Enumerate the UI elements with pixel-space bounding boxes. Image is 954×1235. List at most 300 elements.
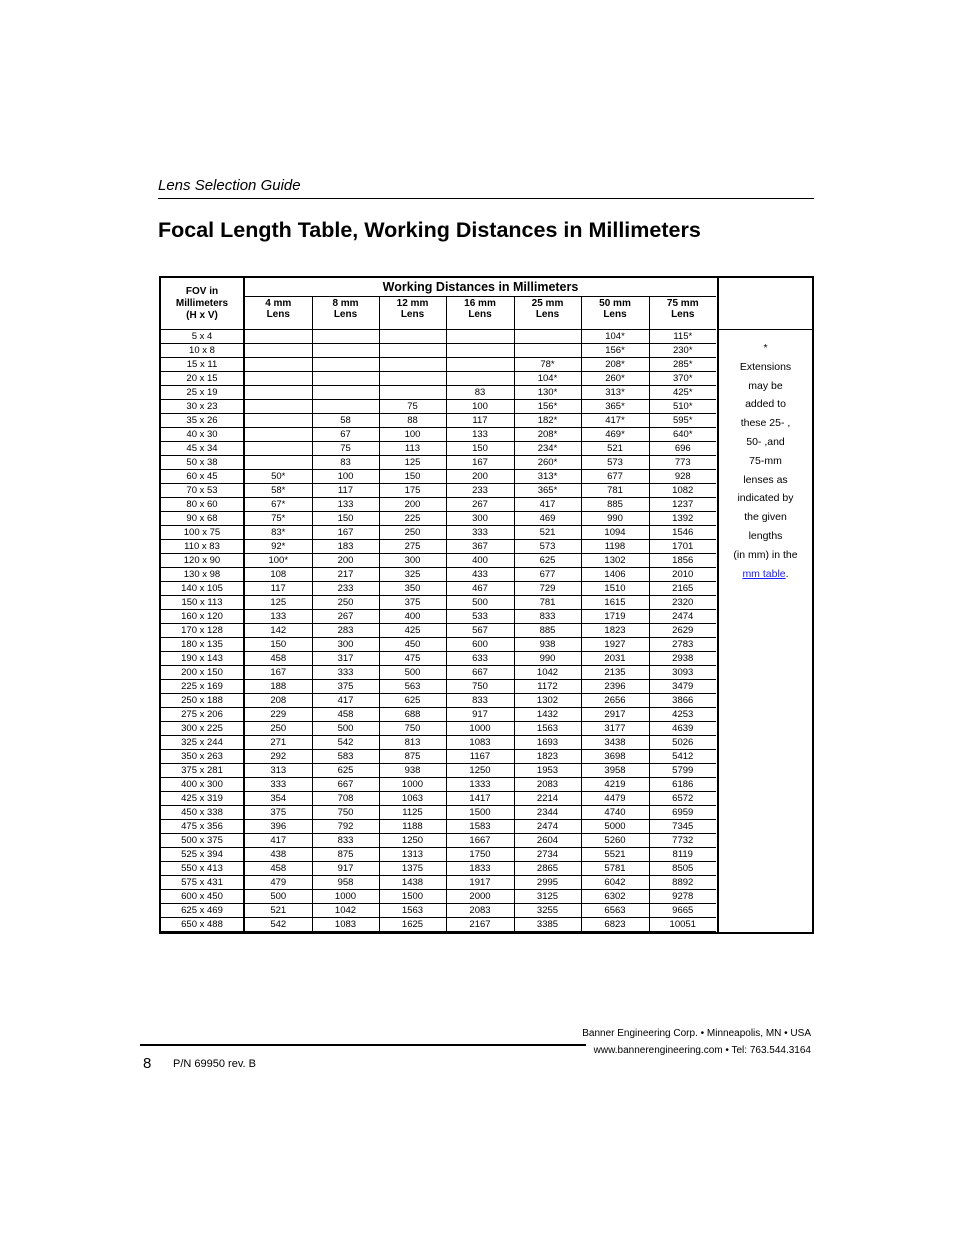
part-number: P/N 69950 rev. B: [173, 1058, 256, 1070]
distance-cell: 75: [312, 442, 379, 456]
lens-column-header: [312, 297, 379, 330]
working-distance-span-header: Working Distances in Millimeters: [244, 278, 716, 297]
distance-cell: 2167: [446, 918, 514, 932]
distance-cell: 229: [244, 708, 312, 722]
distance-cell: 417*: [581, 414, 649, 428]
table-row: [161, 358, 716, 372]
distance-cell: 5026: [649, 736, 716, 750]
distance-cell: 1833: [446, 862, 514, 876]
distance-cell: 3255: [514, 904, 581, 918]
distance-cell: 400: [379, 610, 446, 624]
distance-cell: 275: [379, 540, 446, 554]
distance-cell: 10051: [649, 918, 716, 932]
distance-cell: 4253: [649, 708, 716, 722]
mm-table-link[interactable]: mm table: [742, 567, 786, 580]
distance-cell: 117: [446, 414, 514, 428]
distance-cell: 1823: [581, 624, 649, 638]
distance-cell: 417: [312, 694, 379, 708]
distance-cell: [244, 442, 312, 456]
distance-cell: 133: [244, 610, 312, 624]
distance-cell: 677: [581, 470, 649, 484]
lens-header-line: Lens: [535, 309, 560, 320]
note-line: 50- ,and: [746, 435, 785, 448]
fov-cell: 650 x 488: [161, 918, 244, 932]
fov-cell: 130 x 98: [161, 568, 244, 582]
working-distance-table-block: [159, 276, 814, 934]
table-row: [161, 736, 716, 750]
lens-header-line: 4 mm: [265, 298, 292, 309]
distance-cell: 4219: [581, 778, 649, 792]
distance-cell: 438: [244, 848, 312, 862]
fov-header-line: (H x V): [186, 309, 218, 321]
distance-cell: 396: [244, 820, 312, 834]
fov-cell: 20 x 15: [161, 372, 244, 386]
fov-cell: 160 x 120: [161, 610, 244, 624]
distance-cell: 115*: [649, 330, 716, 344]
distance-cell: 833: [446, 694, 514, 708]
distance-cell: 83: [312, 456, 379, 470]
distance-cell: 117: [244, 582, 312, 596]
distance-cell: 1125: [379, 806, 446, 820]
table-row: [161, 596, 716, 610]
distance-cell: [244, 456, 312, 470]
lens-column-header: [649, 297, 716, 330]
distance-cell: 1438: [379, 876, 446, 890]
fov-cell: 150 x 113: [161, 596, 244, 610]
distance-cell: 233: [446, 484, 514, 498]
distance-cell: 640*: [649, 428, 716, 442]
note-column-header-cell: [719, 278, 812, 330]
distance-cell: 6572: [649, 792, 716, 806]
distance-cell: 3125: [514, 890, 581, 904]
distance-cell: 563: [379, 680, 446, 694]
distance-cell: 1917: [446, 876, 514, 890]
note-line: added to: [745, 398, 786, 411]
distance-cell: 533: [446, 610, 514, 624]
distance-cell: 433: [446, 568, 514, 582]
running-head: Lens Selection Guide: [158, 177, 301, 194]
extensions-note-column: [717, 278, 812, 932]
distance-cell: 88: [379, 414, 446, 428]
distance-cell: 417: [244, 834, 312, 848]
distance-cell: 333: [244, 778, 312, 792]
working-distance-table: [161, 278, 716, 932]
table-row: [161, 862, 716, 876]
fov-cell: 475 x 356: [161, 820, 244, 834]
distance-cell: 100: [379, 428, 446, 442]
distance-cell: 83*: [244, 526, 312, 540]
distance-cell: 3698: [581, 750, 649, 764]
distance-cell: 729: [514, 582, 581, 596]
table-body: [161, 330, 716, 932]
distance-cell: 9665: [649, 904, 716, 918]
table-row: [161, 344, 716, 358]
distance-cell: 567: [446, 624, 514, 638]
fov-cell: 15 x 11: [161, 358, 244, 372]
distance-cell: [379, 344, 446, 358]
distance-cell: 1615: [581, 596, 649, 610]
distance-cell: 573: [514, 540, 581, 554]
fov-cell: 35 x 26: [161, 414, 244, 428]
distance-cell: 92*: [244, 540, 312, 554]
note-line: may be: [748, 379, 783, 392]
distance-cell: 542: [244, 918, 312, 932]
distance-cell: 271: [244, 736, 312, 750]
fov-cell: 250 x 188: [161, 694, 244, 708]
fov-cell: 190 x 143: [161, 652, 244, 666]
distance-cell: 458: [312, 708, 379, 722]
distance-cell: 200: [446, 470, 514, 484]
fov-cell: 30 x 23: [161, 400, 244, 414]
note-line: (in mm) in the: [733, 548, 798, 561]
distance-cell: 688: [379, 708, 446, 722]
distance-cell: 917: [312, 862, 379, 876]
distance-cell: 200: [312, 554, 379, 568]
distance-cell: 2010: [649, 568, 716, 582]
distance-cell: 521: [514, 526, 581, 540]
table-row: [161, 834, 716, 848]
footer-rule: [140, 1044, 586, 1046]
distance-cell: 183: [312, 540, 379, 554]
distance-cell: 7345: [649, 820, 716, 834]
distance-cell: 167: [312, 526, 379, 540]
distance-cell: 1823: [514, 750, 581, 764]
distance-cell: 1250: [379, 834, 446, 848]
table-row: [161, 400, 716, 414]
distance-cell: 2995: [514, 876, 581, 890]
distance-cell: [312, 358, 379, 372]
distance-cell: [379, 386, 446, 400]
distance-cell: 633: [446, 652, 514, 666]
table-row: [161, 414, 716, 428]
fov-cell: 25 x 19: [161, 386, 244, 400]
distance-cell: 370*: [649, 372, 716, 386]
distance-cell: 521: [244, 904, 312, 918]
distance-cell: 2320: [649, 596, 716, 610]
note-line: 75-mm: [749, 454, 782, 467]
table-row: [161, 792, 716, 806]
distance-cell: 156*: [581, 344, 649, 358]
distance-cell: 813: [379, 736, 446, 750]
distance-cell: 208: [244, 694, 312, 708]
distance-cell: [379, 372, 446, 386]
distance-cell: 230*: [649, 344, 716, 358]
distance-cell: 938: [514, 638, 581, 652]
distance-cell: 5260: [581, 834, 649, 848]
fov-cell: 90 x 68: [161, 512, 244, 526]
table-row: [161, 806, 716, 820]
fov-cell: 625 x 469: [161, 904, 244, 918]
page-title: Focal Length Table, Working Distances in Millimeters: [158, 218, 701, 242]
distance-cell: 8119: [649, 848, 716, 862]
distance-cell: 167: [446, 456, 514, 470]
distance-cell: 313*: [514, 470, 581, 484]
lens-column-header: [379, 297, 446, 330]
distance-cell: [514, 344, 581, 358]
distance-cell: 2783: [649, 638, 716, 652]
distance-cell: 234*: [514, 442, 581, 456]
distance-cell: 2656: [581, 694, 649, 708]
table-row: [161, 666, 716, 680]
lens-header-line: Lens: [266, 309, 290, 320]
distance-cell: 5521: [581, 848, 649, 862]
distance-cell: 350: [379, 582, 446, 596]
lens-header-line: Lens: [671, 309, 695, 320]
distance-cell: 928: [649, 470, 716, 484]
table-row: [161, 470, 716, 484]
distance-cell: [379, 330, 446, 344]
note-line: [719, 565, 812, 584]
table-row: [161, 904, 716, 918]
distance-cell: 2083: [446, 904, 514, 918]
company-line: Banner Engineering Corp. • Minneapolis, MN • USA: [582, 1028, 811, 1039]
distance-cell: [446, 330, 514, 344]
distance-cell: 6823: [581, 918, 649, 932]
table-row: [161, 512, 716, 526]
distance-cell: 625: [514, 554, 581, 568]
distance-cell: 781: [514, 596, 581, 610]
distance-cell: 500: [446, 596, 514, 610]
extensions-note: [719, 330, 812, 583]
distance-cell: 50*: [244, 470, 312, 484]
fov-cell: 110 x 83: [161, 540, 244, 554]
distance-cell: 208*: [581, 358, 649, 372]
note-line: the given: [744, 511, 787, 524]
distance-cell: [244, 344, 312, 358]
distance-cell: 958: [312, 876, 379, 890]
distance-cell: 479: [244, 876, 312, 890]
distance-cell: 1750: [446, 848, 514, 862]
table-row: [161, 848, 716, 862]
note-line: lengths: [748, 529, 783, 542]
distance-cell: 6563: [581, 904, 649, 918]
distance-cell: 250: [244, 722, 312, 736]
distance-cell: 938: [379, 764, 446, 778]
note-line: Extensions: [739, 360, 792, 373]
distance-cell: 1563: [379, 904, 446, 918]
distance-cell: 1083: [446, 736, 514, 750]
distance-cell: 300: [312, 638, 379, 652]
distance-cell: 4639: [649, 722, 716, 736]
distance-cell: 1500: [379, 890, 446, 904]
distance-cell: 400: [446, 554, 514, 568]
distance-cell: 100: [312, 470, 379, 484]
distance-cell: 250: [379, 526, 446, 540]
distance-cell: 130*: [514, 386, 581, 400]
page-number: 8: [143, 1055, 152, 1072]
table-row: [161, 442, 716, 456]
distance-cell: 6186: [649, 778, 716, 792]
distance-cell: 667: [446, 666, 514, 680]
distance-cell: 3177: [581, 722, 649, 736]
lens-header-line: 12 mm: [396, 298, 429, 309]
distance-cell: [244, 372, 312, 386]
distance-cell: 3958: [581, 764, 649, 778]
distance-cell: 510*: [649, 400, 716, 414]
distance-cell: 1417: [446, 792, 514, 806]
distance-cell: 521: [581, 442, 649, 456]
distance-cell: 133: [446, 428, 514, 442]
distance-cell: 5799: [649, 764, 716, 778]
fov-cell: 60 x 45: [161, 470, 244, 484]
lens-column-header: [244, 297, 312, 330]
distance-cell: 667: [312, 778, 379, 792]
distance-cell: 2165: [649, 582, 716, 596]
table-row: [161, 638, 716, 652]
table-row: [161, 568, 716, 582]
distance-cell: 750: [379, 722, 446, 736]
distance-cell: 781: [581, 484, 649, 498]
fov-cell: 500 x 375: [161, 834, 244, 848]
table-row: [161, 722, 716, 736]
distance-cell: 500: [244, 890, 312, 904]
distance-cell: 792: [312, 820, 379, 834]
distance-cell: 2917: [581, 708, 649, 722]
distance-cell: [312, 344, 379, 358]
distance-cell: 500: [379, 666, 446, 680]
lens-header-line: Lens: [333, 309, 358, 320]
distance-cell: 750: [446, 680, 514, 694]
distance-cell: 365*: [581, 400, 649, 414]
lens-column-header: [581, 297, 649, 330]
distance-cell: 708: [312, 792, 379, 806]
distance-cell: 142: [244, 624, 312, 638]
distance-cell: 2031: [581, 652, 649, 666]
distance-cell: 375: [379, 596, 446, 610]
distance-cell: [244, 330, 312, 344]
distance-cell: 583: [312, 750, 379, 764]
table-row: [161, 540, 716, 554]
distance-cell: 600: [446, 638, 514, 652]
distance-cell: 1333: [446, 778, 514, 792]
lens-header-line: 8 mm: [332, 298, 359, 309]
fov-cell: 600 x 450: [161, 890, 244, 904]
table-row: [161, 652, 716, 666]
distance-cell: 1375: [379, 862, 446, 876]
table-row: [161, 554, 716, 568]
distance-cell: 2396: [581, 680, 649, 694]
table-row: [161, 484, 716, 498]
note-line: *: [763, 342, 768, 354]
distance-cell: 2474: [514, 820, 581, 834]
fov-cell: 525 x 394: [161, 848, 244, 862]
distance-cell: 217: [312, 568, 379, 582]
fov-cell: 575 x 431: [161, 876, 244, 890]
distance-cell: 8505: [649, 862, 716, 876]
lens-header-line: 16 mm: [464, 298, 496, 309]
table-row: [161, 750, 716, 764]
distance-cell: [244, 428, 312, 442]
lens-header-line: 25 mm: [531, 298, 564, 309]
table-row: [161, 764, 716, 778]
distance-cell: 1167: [446, 750, 514, 764]
fov-cell: 225 x 169: [161, 680, 244, 694]
distance-cell: 3093: [649, 666, 716, 680]
distance-cell: 1082: [649, 484, 716, 498]
distance-cell: 3385: [514, 918, 581, 932]
table-row: [161, 624, 716, 638]
table-row: [161, 778, 716, 792]
distance-cell: 4479: [581, 792, 649, 806]
distance-cell: 1927: [581, 638, 649, 652]
table-row: [161, 330, 716, 344]
distance-cell: 208*: [514, 428, 581, 442]
distance-cell: 458: [244, 652, 312, 666]
distance-cell: 1302: [514, 694, 581, 708]
note-period: .: [785, 567, 789, 580]
fov-cell: 375 x 281: [161, 764, 244, 778]
lens-header-row: [161, 297, 716, 330]
lens-header-line: 75 mm: [666, 298, 699, 309]
distance-cell: [514, 330, 581, 344]
distance-cell: 3866: [649, 694, 716, 708]
distance-cell: 875: [379, 750, 446, 764]
distance-cell: 58: [312, 414, 379, 428]
distance-cell: 500: [312, 722, 379, 736]
distance-cell: 1563: [514, 722, 581, 736]
distance-cell: 333: [446, 526, 514, 540]
distance-cell: 333: [312, 666, 379, 680]
distance-cell: 1000: [312, 890, 379, 904]
distance-cell: 467: [446, 582, 514, 596]
distance-cell: 469: [514, 512, 581, 526]
fov-column-header: [161, 278, 244, 330]
distance-cell: 677: [514, 568, 581, 582]
distance-cell: 425*: [649, 386, 716, 400]
distance-cell: [446, 372, 514, 386]
distance-cell: 150: [312, 512, 379, 526]
fov-cell: 140 x 105: [161, 582, 244, 596]
distance-cell: 125: [244, 596, 312, 610]
fov-cell: 400 x 300: [161, 778, 244, 792]
distance-cell: 250: [312, 596, 379, 610]
distance-cell: 225: [379, 512, 446, 526]
table-row: [161, 680, 716, 694]
distance-cell: 83: [446, 386, 514, 400]
distance-cell: 833: [514, 610, 581, 624]
table-row: [161, 498, 716, 512]
distance-cell: 117: [312, 484, 379, 498]
distance-cell: 917: [446, 708, 514, 722]
distance-cell: 2083: [514, 778, 581, 792]
distance-cell: 1701: [649, 540, 716, 554]
distance-cell: 267: [312, 610, 379, 624]
distance-cell: 260*: [581, 372, 649, 386]
fov-cell: 200 x 150: [161, 666, 244, 680]
distance-cell: 6302: [581, 890, 649, 904]
distance-cell: 469*: [581, 428, 649, 442]
distance-cell: 113: [379, 442, 446, 456]
distance-cell: 150: [244, 638, 312, 652]
table-row: [161, 386, 716, 400]
table-row: [161, 694, 716, 708]
distance-cell: 1063: [379, 792, 446, 806]
distance-cell: 773: [649, 456, 716, 470]
distance-cell: 104*: [514, 372, 581, 386]
fov-cell: 80 x 60: [161, 498, 244, 512]
fov-cell: 450 x 338: [161, 806, 244, 820]
fov-cell: 70 x 53: [161, 484, 244, 498]
distance-cell: 2000: [446, 890, 514, 904]
fov-cell: 50 x 38: [161, 456, 244, 470]
distance-cell: 1546: [649, 526, 716, 540]
distance-cell: 3479: [649, 680, 716, 694]
distance-cell: 5000: [581, 820, 649, 834]
distance-cell: 2604: [514, 834, 581, 848]
distance-cell: [446, 358, 514, 372]
distance-cell: 365*: [514, 484, 581, 498]
distance-cell: 625: [312, 764, 379, 778]
